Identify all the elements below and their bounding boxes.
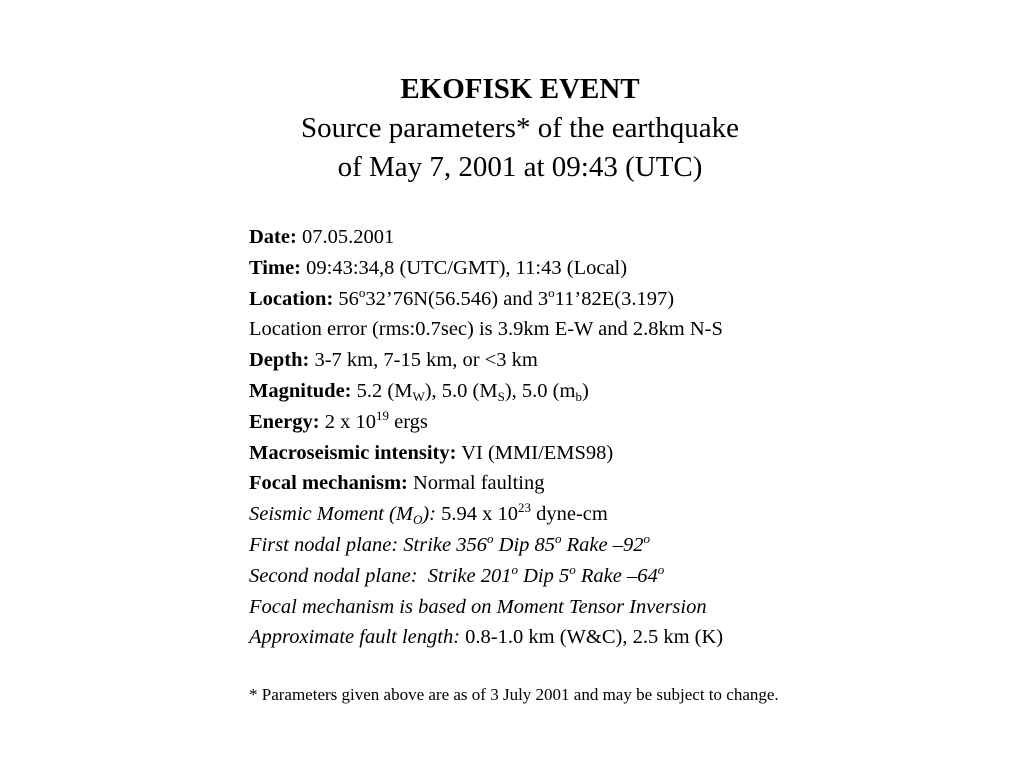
degree-symbol: o bbox=[555, 530, 562, 546]
magnitude-sub-s: S bbox=[497, 388, 505, 404]
second-nodal-rake: Rake –64 bbox=[575, 564, 658, 587]
depth-value: 3-7 km, 7-15 km, or <3 km bbox=[314, 349, 538, 372]
second-nodal-strike: Second nodal plane: Strike 201 bbox=[249, 564, 512, 587]
time-value: 09:43:34,8 (UTC/GMT), 11:43 (Local) bbox=[306, 256, 628, 279]
magnitude-part4: ) bbox=[581, 379, 589, 402]
focal-mechanism-value: Normal faulting bbox=[412, 472, 545, 495]
macroseismic-value: VI (MMI/EMS98) bbox=[461, 441, 614, 464]
seismic-moment-unit: dyne-cm bbox=[531, 503, 608, 526]
title-block bbox=[0, 70, 1024, 187]
location-label: Location: bbox=[249, 287, 334, 310]
energy-label: Energy: bbox=[249, 410, 320, 433]
first-nodal-dip: Dip 85 bbox=[493, 533, 556, 556]
fault-length-value: 0.8-1.0 km (W&C), 2.5 km (K) bbox=[465, 626, 724, 649]
magnitude-part2: ), 5.0 (M bbox=[424, 379, 498, 402]
seismic-moment-base: 5.94 x 10 bbox=[441, 503, 518, 526]
first-nodal-strike: First nodal plane: Strike 356 bbox=[249, 533, 488, 556]
location-lat-deg: 56 bbox=[338, 287, 359, 310]
location-error-row: Location error (rms:0.7sec) is 3.9km E-W and 2.8km N-S bbox=[249, 318, 723, 341]
degree-symbol: o bbox=[511, 561, 518, 577]
seismic-moment-label-pre: Seismic Moment (M bbox=[249, 503, 413, 526]
energy-row bbox=[249, 407, 723, 438]
first-nodal-rake: Rake –92 bbox=[561, 533, 644, 556]
seismic-moment-label-post: ): bbox=[422, 503, 436, 526]
magnitude-label: Magnitude: bbox=[249, 379, 352, 402]
focal-mechanism-label: Focal mechanism: bbox=[249, 472, 408, 495]
second-nodal-plane-row bbox=[249, 561, 723, 592]
second-nodal-plane-text bbox=[249, 561, 665, 587]
page-title: EKOFISK EVENT bbox=[400, 73, 640, 105]
location-lat-rest: 32’76N(56.546) and 3 bbox=[365, 287, 549, 310]
seismic-moment-row bbox=[249, 499, 723, 530]
page-subtitle-line1: Source parameters* of the earthquake bbox=[300, 112, 740, 144]
seismic-moment-exponent: 23 bbox=[518, 500, 531, 516]
seismic-moment-label bbox=[249, 503, 436, 528]
seismic-moment-sub: O bbox=[412, 512, 423, 528]
degree-symbol: o bbox=[358, 284, 366, 300]
fault-length-row bbox=[249, 622, 723, 653]
degree-symbol: o bbox=[548, 284, 555, 300]
mechanism-basis-text: Focal mechanism is based on Moment Tensor Inversion bbox=[249, 595, 707, 618]
magnitude-sub-w: W bbox=[412, 388, 425, 404]
macroseismic-label: Macroseismic intensity: bbox=[249, 441, 457, 464]
date-label: Date: bbox=[249, 226, 297, 248]
macroseismic-row bbox=[249, 438, 723, 469]
energy-exponent: 19 bbox=[375, 407, 389, 423]
degree-symbol: o bbox=[657, 561, 665, 577]
focal-mechanism-row bbox=[249, 468, 723, 499]
footnote: * Parameters given above are as of 3 July 2001 and may be subject to change. bbox=[249, 685, 779, 704]
energy-base: 2 x 10 bbox=[324, 410, 376, 433]
depth-row bbox=[249, 345, 723, 376]
location-lon-rest: 11’82E(3.197) bbox=[554, 287, 675, 310]
location-row bbox=[249, 284, 723, 315]
date-value: 07.05.2001 bbox=[301, 226, 395, 248]
magnitude-sub-b: b bbox=[575, 388, 582, 404]
date-row bbox=[249, 222, 723, 253]
first-nodal-plane-text bbox=[249, 530, 650, 556]
magnitude-part3: ), 5.0 (m bbox=[504, 379, 576, 402]
degree-symbol: o bbox=[487, 530, 494, 546]
source-parameters bbox=[249, 222, 723, 653]
page-subtitle-line2: of May 7, 2001 at 09:43 (UTC) bbox=[337, 151, 703, 183]
mechanism-basis-row bbox=[249, 592, 723, 623]
degree-symbol: o bbox=[643, 530, 650, 546]
depth-label: Depth: bbox=[249, 349, 310, 372]
energy-unit: ergs bbox=[388, 410, 428, 433]
degree-symbol: o bbox=[569, 561, 576, 577]
fault-length-label: Approximate fault length: bbox=[249, 626, 461, 649]
first-nodal-plane-row bbox=[249, 530, 723, 561]
second-nodal-dip: Dip 5 bbox=[517, 564, 570, 587]
magnitude-row bbox=[249, 376, 723, 407]
time-row bbox=[249, 253, 723, 284]
magnitude-part1: 5.2 (M bbox=[356, 379, 413, 402]
time-label: Time: bbox=[249, 256, 302, 279]
